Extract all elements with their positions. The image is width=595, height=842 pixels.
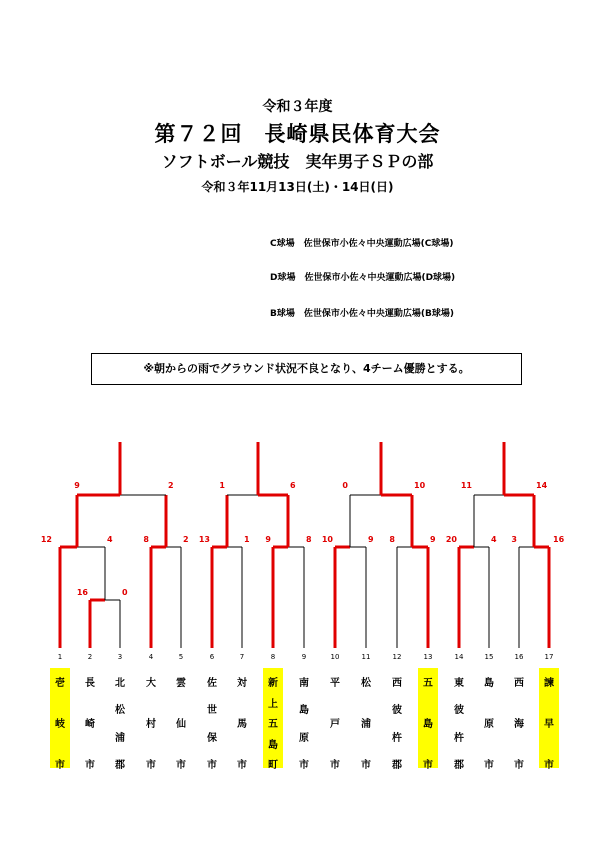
team-12	[387, 652, 407, 770]
score-l_right: 4	[491, 535, 497, 544]
team-10	[325, 652, 345, 770]
team-15	[479, 652, 499, 770]
score-k_right: 14	[536, 481, 548, 490]
score-c_right: 0	[122, 588, 128, 597]
team-number: 16	[514, 653, 524, 661]
team-number: 17	[544, 653, 554, 661]
team-number: 5	[178, 653, 184, 661]
score-g_right: 8	[306, 535, 312, 544]
team-number: 15	[484, 653, 494, 661]
team-9	[294, 652, 314, 770]
score-h_left: 0	[342, 481, 348, 490]
team-13	[418, 652, 438, 770]
team-number: 3	[117, 653, 123, 661]
team-name: 島 原 市	[484, 678, 494, 771]
score-e_left: 1	[219, 481, 225, 490]
team-number: 9	[301, 653, 307, 661]
tournament-bracket	[0, 430, 595, 652]
team-4	[141, 652, 161, 770]
title-event: 第７２回 長崎県民体育大会	[154, 122, 441, 146]
team-number: 10	[330, 653, 340, 661]
notice-box: ※朝からの雨でグラウンド状況不良となり、4チーム優勝とする。	[91, 353, 522, 385]
venue-d: D球場 佐世保市小佐々中央運動広場(D球場)	[270, 273, 456, 283]
score-b_right: 4	[107, 535, 113, 544]
team-name: 五 島 市	[418, 668, 438, 768]
team-11	[356, 652, 376, 770]
score-f_right: 1	[244, 535, 250, 544]
score-m_right: 16	[553, 535, 565, 544]
team-name: 佐 世 保 市	[207, 678, 217, 771]
team-8	[263, 652, 283, 770]
team-name: 諫 早 市	[539, 668, 559, 768]
team-name: 北 松 浦 郡	[115, 678, 125, 771]
team-16	[509, 652, 529, 770]
team-name: 雲 仙 市	[176, 678, 186, 771]
score-h_right: 10	[414, 481, 426, 490]
team-name: 大 村 市	[146, 678, 156, 771]
score-k_left: 11	[460, 481, 472, 490]
score-i_left: 10	[321, 535, 333, 544]
team-number: 12	[392, 653, 402, 661]
score-j_left: 8	[389, 535, 395, 544]
team-name: 南 島 原 市	[299, 678, 309, 771]
team-number: 2	[87, 653, 93, 661]
team-name: 東 彼 杵 郡	[454, 678, 464, 771]
team-number: 13	[423, 653, 433, 661]
score-a_left: 9	[74, 481, 80, 490]
score-l_left: 20	[445, 535, 457, 544]
score-m_left: 3	[511, 535, 517, 544]
score-g_left: 9	[265, 535, 271, 544]
title-division: ソフトボール競技 実年男子ＳＰの部	[161, 152, 434, 171]
score-d_left: 8	[143, 535, 149, 544]
score-i_right: 9	[368, 535, 374, 544]
team-name: 西 彼 杵 郡	[392, 678, 402, 771]
team-number: 4	[148, 653, 154, 661]
team-number: 1	[57, 653, 63, 661]
team-name: 壱 岐 市	[50, 668, 70, 768]
venue-c: C球場 佐世保市小佐々中央運動広場(C球場)	[270, 239, 454, 249]
score-e_right: 6	[290, 481, 296, 490]
team-14	[449, 652, 469, 770]
team-5	[171, 652, 191, 770]
team-number: 7	[239, 653, 245, 661]
team-name: 松 浦 市	[361, 678, 371, 771]
team-name: 平 戸 市	[330, 678, 340, 771]
team-list	[0, 652, 595, 772]
team-number: 11	[361, 653, 371, 661]
score-j_right: 9	[430, 535, 436, 544]
team-6	[202, 652, 222, 770]
team-name: 長 崎 市	[85, 678, 95, 771]
team-17	[539, 652, 559, 770]
score-a_right: 2	[168, 481, 174, 490]
score-f_left: 13	[198, 535, 210, 544]
title-dates: 令和３年11月13日(土)・14日(日)	[201, 180, 394, 194]
team-number: 8	[270, 653, 276, 661]
score-d_right: 2	[183, 535, 189, 544]
team-number: 14	[454, 653, 464, 661]
title-year: 令和３年度	[262, 99, 333, 115]
score-b_left: 12	[40, 535, 52, 544]
team-name: 対 馬 市	[237, 678, 247, 771]
team-3	[110, 652, 130, 770]
score-c_left: 16	[76, 588, 88, 597]
team-name: 西 海 市	[514, 678, 524, 771]
team-1	[50, 652, 70, 770]
team-7	[232, 652, 252, 770]
team-2	[80, 652, 100, 770]
team-name: 新 上 五 島 町	[263, 668, 283, 768]
team-number: 6	[209, 653, 215, 661]
venue-b: B球場 佐世保市小佐々中央運動広場(B球場)	[270, 309, 454, 319]
